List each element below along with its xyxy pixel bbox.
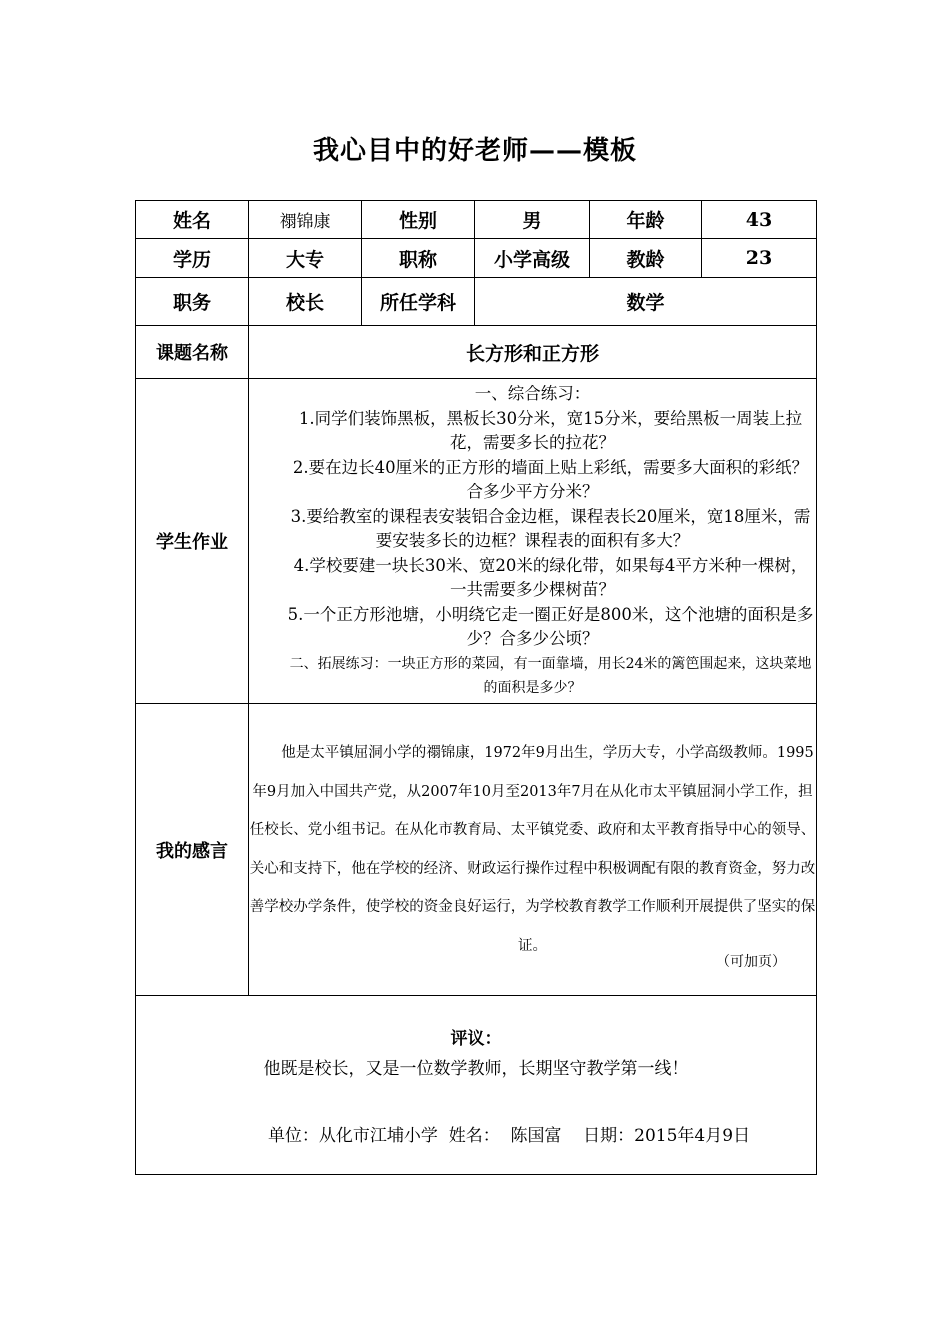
homework-item-3: 3.要给教室的课程表安装铝合金边框，课程表长20厘米，宽18厘米，需要安装多长的边框？课程表的面积有多大？ [290,506,811,551]
rank-label: 职称 [362,239,475,278]
subject-value: 数学 [475,278,817,326]
comment-label: 评议： [450,1028,502,1049]
topic-value: 长方形和正方形 [249,326,817,379]
name-value: 禤锦康 [249,201,362,239]
comment-content [136,996,817,1175]
homework-row [136,379,817,704]
homework-heading: 一、综合练习： [474,384,591,404]
homework-item-1: 1.同学们装饰黑板，黑板长30分米，宽15分米，要给黑板一周装上拉花，需要多长的拉花？ [298,408,803,453]
topic-label: 课题名称 [136,326,249,379]
reflection-text: 他是太平镇屈洞小学的禤锦康，1972年9月出生，学历大专，小学高级教师。1995年9月加入中国共产党，从2007年10月至2013年7月在从化市太平镇屈洞小学工作，担任校长、党小组书记。在从化市教育局、太平镇党委、政府和太平教育指导中心的领导、关心和支持下，他在学校的经济、财政运行操作过程中积极调配有限的教育资金，努力改善学校办学条件，使学校的资金良好运行，为学校教育教学工作顺利开展提供了坚实的保证。 [249,745,816,954]
info-row-2 [136,239,817,278]
homework-label: 学生作业 [136,379,249,704]
gender-value: 男 [475,201,590,239]
page-title: 我心目中的好老师——模板 [312,136,637,166]
comment-text: 他既是校长，又是一位数学教师，长期坚守教学第一线！ [263,1058,689,1079]
homework-content [249,379,817,704]
reflection-label: 我的感言 [136,704,249,996]
subject-label: 所任学科 [362,278,475,326]
teaching-years-label: 教龄 [590,239,702,278]
age-value: 43 [702,201,817,239]
education-label: 学历 [136,239,249,278]
teaching-years-value: 23 [702,239,817,278]
info-row-3 [136,278,817,326]
topic-row [136,326,817,379]
name-label: 姓名 [136,201,249,239]
position-label: 职务 [136,278,249,326]
homework-item-2: 2.要在边长40厘米的正方形的墙面上贴上彩纸，需要多大面积的彩纸？合多少平方分米？ [292,457,809,502]
signature-line: 单位：从化市江埔小学 姓名： 陈国富 日期：2015年4月9日 [267,1125,751,1146]
reflection-content [249,704,817,996]
homework-item-5: 5.一个正方形池塘，小明绕它走一圈正好是800米，这个池塘的面积是多少？合多少公顷？ [287,604,814,649]
gender-label: 性别 [362,201,475,239]
homework-item-4: 4.学校要建一块长30米、宽20米的绿化带，如果每4平方米种一棵树， 一共需要多少棵树苗？ [293,555,808,600]
age-label: 年龄 [590,201,702,239]
position-value: 校长 [249,278,362,326]
add-page-note: （可加页） [716,953,786,970]
education-value: 大专 [249,239,362,278]
reflection-row [136,704,817,996]
rank-value: 小学高级 [475,239,590,278]
comment-row [136,996,817,1175]
homework-extension: 二、拓展练习：一块正方形的菜园，有一面靠墙，用长24米的篱笆围起来，这块菜地的面积是多少？ [289,655,812,696]
teacher-form-table [135,200,817,1175]
info-row-1 [136,201,817,239]
